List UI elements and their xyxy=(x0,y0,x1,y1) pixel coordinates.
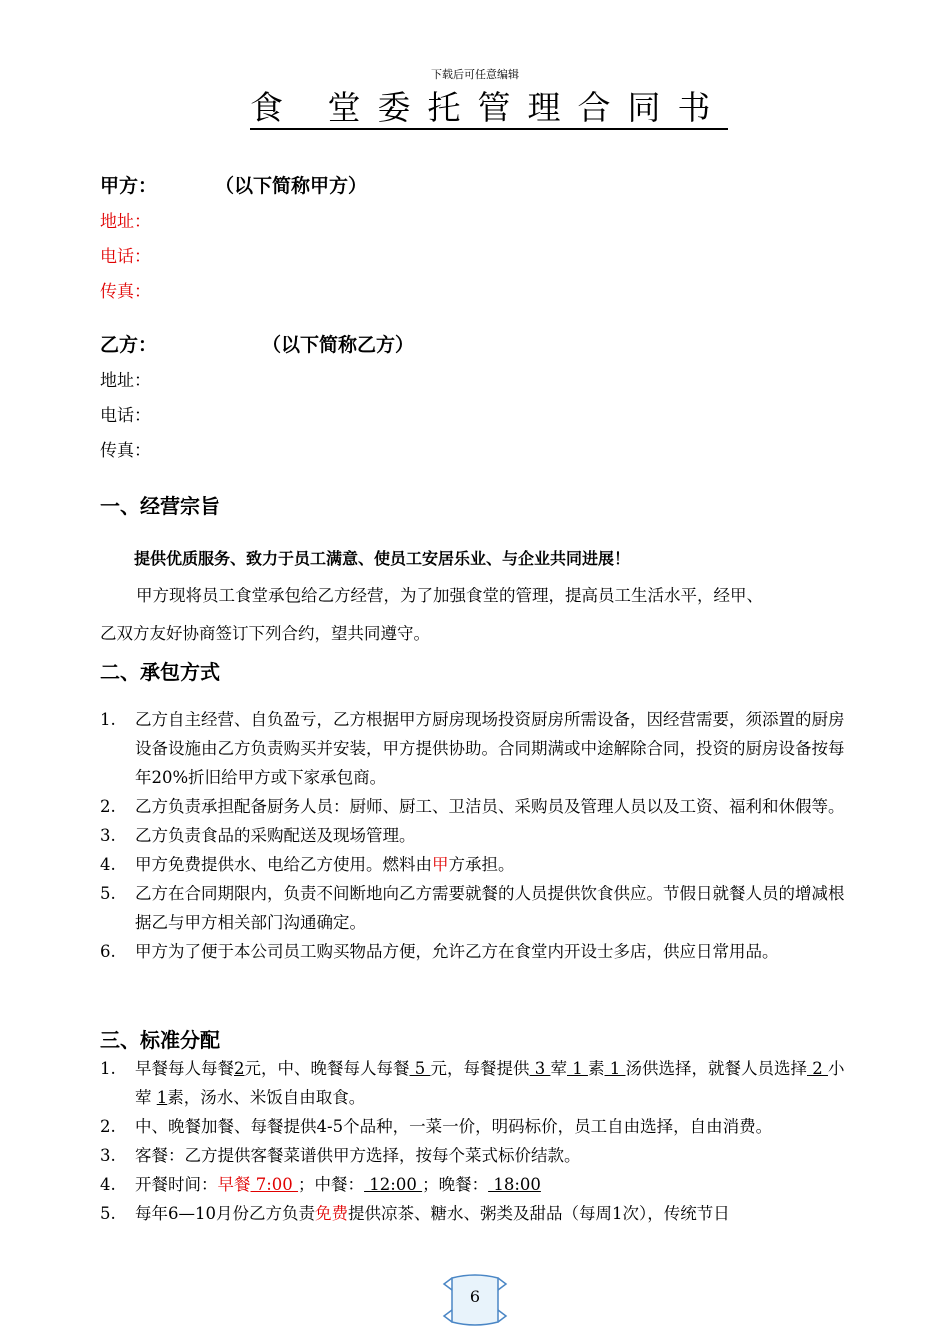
list-item: 1. 乙方自主经营、自负盈亏，乙方根据甲方厨房现场投资厨房所需设备，因经营需要，须添置的厨房设备设施由乙方负责购买并安装，甲方提供协助。合同期满或中途解除合同，投资的厨房设备按每年20%折旧给甲方或下家承包商。 xyxy=(100,710,845,787)
section-3-list xyxy=(100,1054,860,1228)
section-2-heading: 二、承包方式 xyxy=(100,660,220,684)
party-b-label: 乙方： xyxy=(100,334,158,356)
party-b-phone: 电话： xyxy=(100,406,151,426)
filled-value: 1 xyxy=(156,1088,168,1107)
list-item: 5. 每年6—10月份乙方负责免费提供凉茶、糖水、粥类及甜品（每周1次），传统节日 xyxy=(100,1204,730,1223)
party-b-fax: 传真： xyxy=(100,441,151,461)
list-item: 3. 客餐：乙方提供客餐菜谱供甲方选择，按每个菜式标价结款。 xyxy=(100,1146,581,1165)
party-a-alias: （以下简称甲方） xyxy=(215,175,368,197)
list-item: 5. 乙方在合同期限内，负责不间断地向乙方需要就餐的人员提供饮食供应。节假日就餐人员的增减根据乙与甲方相关部门沟通确定。 xyxy=(100,884,845,932)
party-a-address: 地址： xyxy=(100,212,151,232)
filled-value: 5 xyxy=(409,1059,431,1078)
list-item: 2. 中、晚餐加餐、每餐提供4-5个品种，一菜一价，明码标价，员工自由选择，自由消费。 xyxy=(100,1117,773,1136)
section-3-heading: 三、标准分配 xyxy=(100,1028,220,1052)
list-item: 2. 乙方负责承担配备厨务人员：厨师、厨工、卫洁员、采购员及管理人员以及工资、福利和休假等。 xyxy=(100,797,845,816)
section-1-slogan: 提供优质服务、致力于员工满意、使员工安居乐业、与企业共同进展！ xyxy=(134,549,631,568)
header-note: 下载后可任意编辑 xyxy=(431,68,519,81)
section-1-para-line2: 乙双方友好协商签订下列合约，望共同遵守。 xyxy=(100,624,430,643)
list-item: 3. 乙方负责食品的采购配送及现场管理。 xyxy=(100,826,416,845)
breakfast-label: 早餐 xyxy=(217,1175,251,1194)
filled-value: 2 xyxy=(807,1059,828,1078)
filled-value: 1 xyxy=(567,1059,588,1078)
section-1-para-line1: 甲方现将员工食堂承包给乙方经营，为了加强食堂的管理，提高员工生活水平，经甲、 xyxy=(136,586,763,605)
section-2-list xyxy=(100,705,860,966)
filled-value: 2 xyxy=(234,1059,245,1078)
party-a-label: 甲方： xyxy=(100,175,158,197)
party-a-phone: 电话： xyxy=(100,247,151,267)
party-b-address: 地址： xyxy=(100,371,151,391)
red-highlight: 甲 xyxy=(432,855,449,874)
list-item: 4. 开餐时间：早餐 7:00 ；中餐： 12:00 ；晚餐： 18:00 xyxy=(100,1175,541,1194)
list-item: 6. 甲方为了便于本公司员工购买物品方便，允许乙方在食堂内开设士多店，供应日常用品。 xyxy=(100,942,779,961)
party-a-fax: 传真： xyxy=(100,282,151,302)
dinner-time: 18:00 xyxy=(488,1175,541,1194)
filled-value: 3 xyxy=(529,1059,551,1078)
list-item: 4. 甲方免费提供水、电给乙方使用。燃料由甲方承担。 xyxy=(100,855,515,874)
party-b-alias: （以下简称乙方） xyxy=(262,334,415,356)
contract-title: 食 堂委托管理合同书 xyxy=(250,88,728,130)
filled-value: 1 xyxy=(604,1059,626,1078)
section-1-heading: 一、经营宗旨 xyxy=(100,494,220,518)
lunch-time: 12:00 xyxy=(364,1175,423,1194)
breakfast-time: 7:00 xyxy=(250,1175,299,1194)
red-highlight: 免费 xyxy=(315,1204,348,1223)
page-number: 6 xyxy=(469,1287,481,1306)
list-item: 1. 早餐每人每餐2元，中、晚餐每人每餐 5 元，每餐提供 3 荤 1 素 1 汤供选择，就餐人员选择 2 小荤 1素，汤水、米饭自由取食。 xyxy=(100,1059,845,1107)
